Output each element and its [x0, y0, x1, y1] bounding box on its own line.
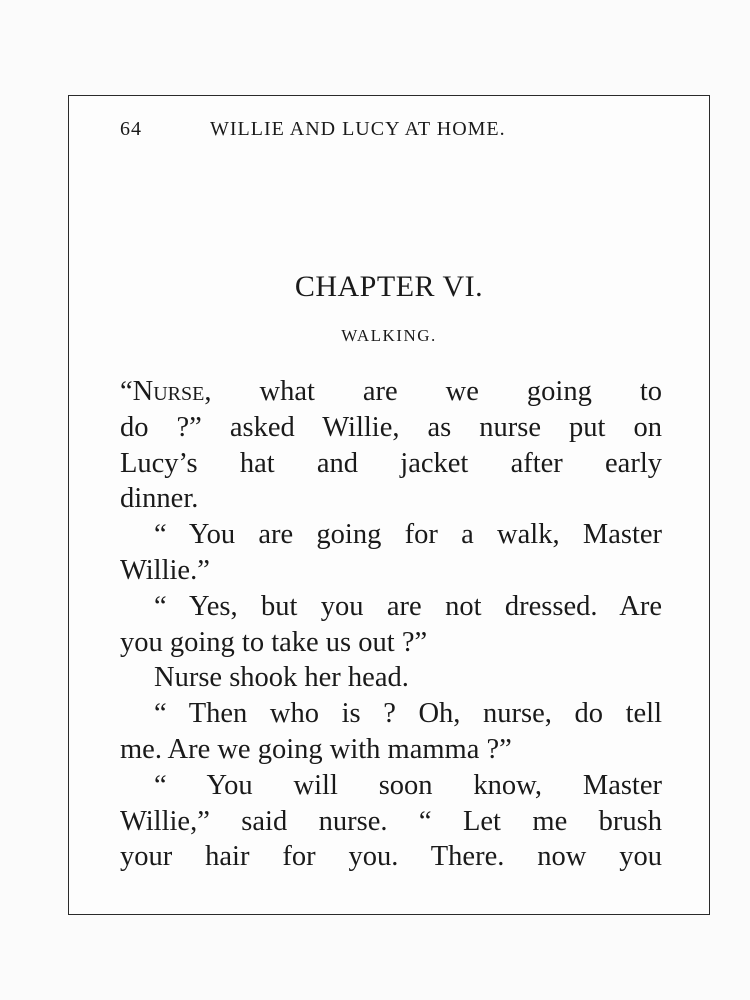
book-title: WILLIE AND LUCY AT HOME. [210, 118, 506, 140]
text-line: Nurse shook her head. [154, 662, 409, 694]
text-line: Willie,” said nurse. “ Let me brush [120, 805, 662, 837]
body-text [120, 374, 662, 875]
text-line: “ You are going for a walk, Master [154, 519, 662, 551]
chapter-subtitle: WALKING. [341, 326, 437, 345]
text-line: “ You will soon know, Master [154, 769, 662, 801]
text-line: “Nurse, what are we going to [120, 376, 662, 407]
text-line: your hair for you. There. now you [120, 841, 662, 873]
running-head [120, 118, 580, 148]
text-line: dinner. [120, 483, 199, 515]
chapter-heading: CHAPTER VI. [294, 270, 484, 303]
text-line: Willie.” [120, 554, 210, 586]
opening-word: “Nurse, [120, 376, 212, 407]
text-line: me. Are we going with mamma ?” [120, 733, 512, 765]
text-line: Lucy’s hat and jacket after early [120, 447, 662, 479]
text-line: “ Yes, but you are not dressed. Are [154, 590, 662, 622]
text-line: do ?” asked Willie, as nurse put on [120, 411, 662, 443]
text-line: you going to take us out ?” [120, 626, 428, 658]
page-number: 64 [120, 118, 142, 140]
text-line: “ Then who is ? Oh, nurse, do tell [154, 698, 662, 730]
